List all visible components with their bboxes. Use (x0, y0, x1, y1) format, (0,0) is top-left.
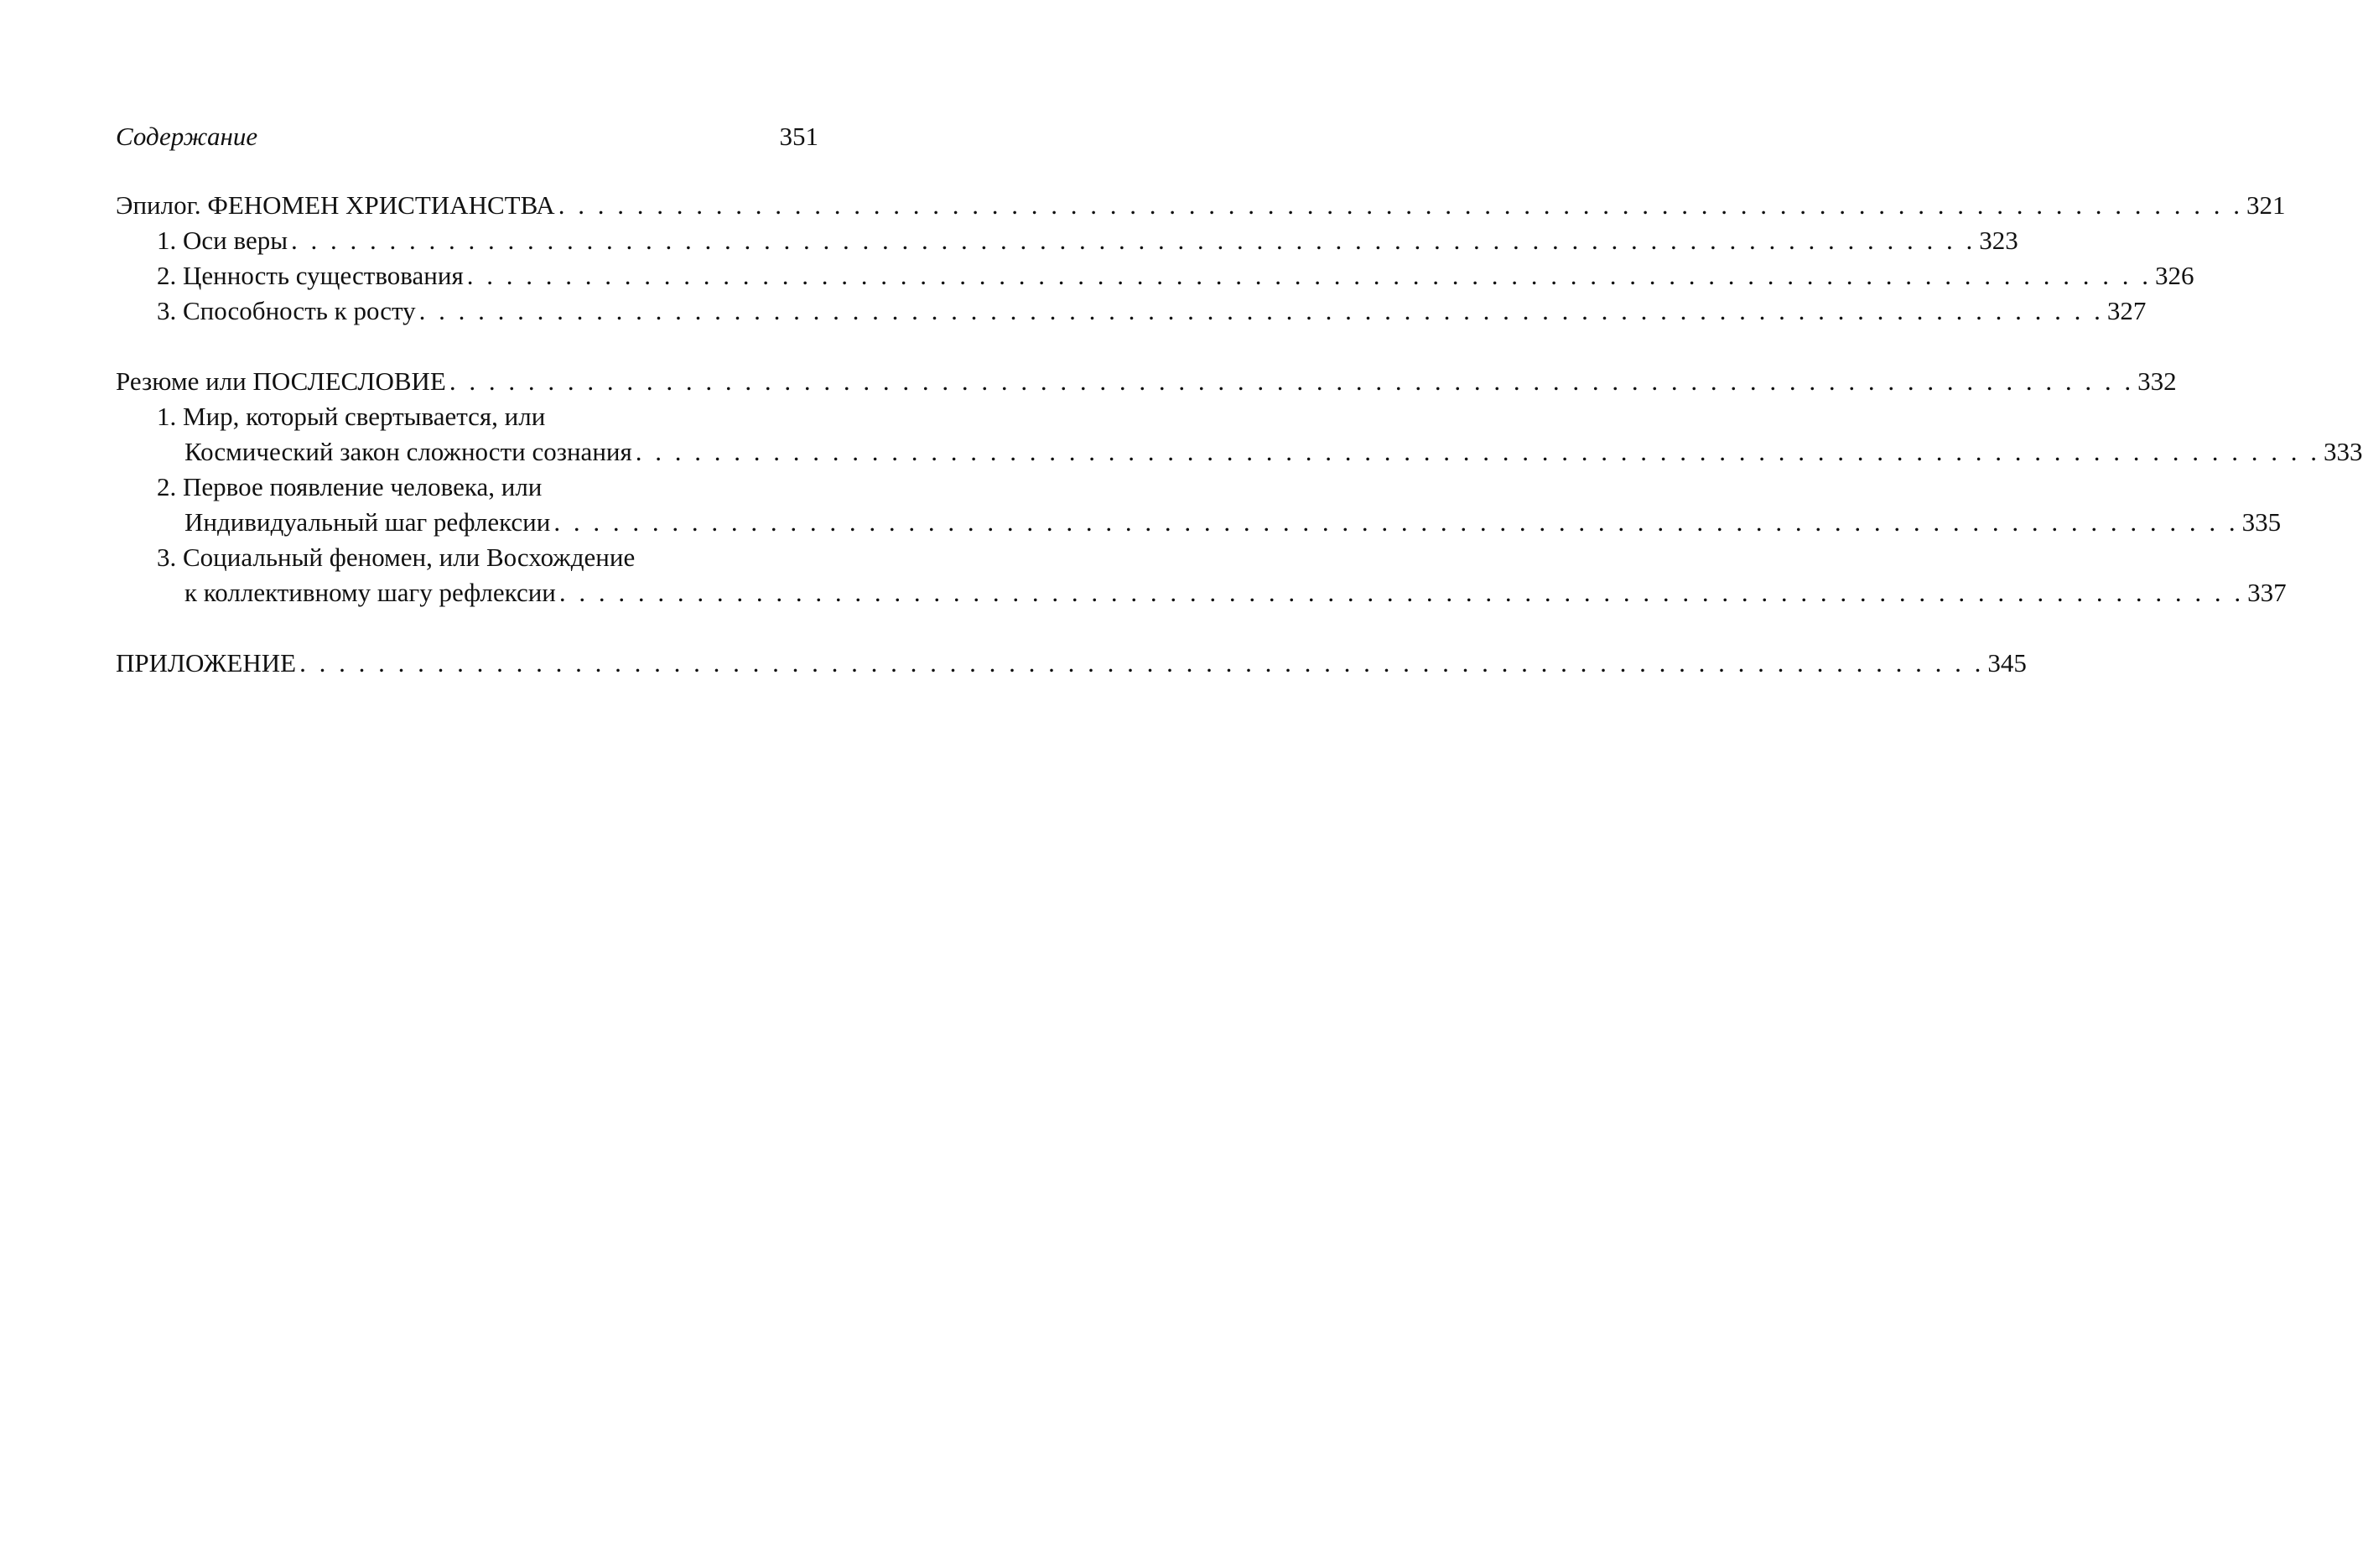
toc-page-number: 323 (1979, 226, 2018, 255)
toc-entry-title: 2. Ценность существования (157, 261, 464, 290)
toc-entry-summary-3-line1[interactable] (116, 540, 818, 575)
toc-entry-title: 1. Оси веры (157, 226, 288, 255)
toc-page-number: 332 (2137, 366, 2177, 396)
toc-dot-leader: . . . . . . . . . . . . . . . . . . . . . . . . . . . . . . . . . . . . . . . . . . . . . . . . . . . . . . . . . . . . . . . . . . . . . . . . . . . . . . . . . . . . . . (635, 437, 2321, 466)
toc-entry-title: 1. Мир, который свертывается, или (157, 402, 546, 431)
toc-page-number: 337 (2247, 578, 2287, 607)
toc-entry-title: Эпилог. ФЕНОМЕН ХРИСТИАНСТВА (116, 190, 555, 220)
toc-page-number: 326 (2154, 261, 2194, 290)
toc-page-number: 335 (2241, 507, 2282, 537)
toc-page-number: 345 (1987, 648, 2027, 678)
page-number: 351 (779, 122, 818, 151)
toc-entry-epilogue-3[interactable] (116, 293, 2147, 329)
toc-entry-title-continued: к коллективному шагу рефлексии (184, 578, 556, 607)
toc-entry-title: 3. Способность к росту (157, 296, 416, 325)
toc-entry-title: Резюме или ПОСЛЕСЛОВИЕ (116, 366, 446, 396)
toc-entry-summary-3-line2[interactable] (116, 575, 2287, 610)
toc-page-number: 321 (2246, 190, 2286, 220)
toc-dot-leader: . . . . . . . . . . . . . . . . . . . . . . . . . . . . . . . . . . . . . . . . . . . . . . . . . . . . . . . . . . . . . . . . . . . . . . . . . . . . . . . . . . . . . . (418, 296, 2104, 325)
toc-entry-summary-2-line1[interactable] (116, 470, 818, 505)
toc-entry-title: ПРИЛОЖЕНИЕ (116, 648, 297, 678)
toc-dot-leader: . . . . . . . . . . . . . . . . . . . . . . . . . . . . . . . . . . . . . . . . . . . . . . . . . . . . . . . . . . . . . . . . . . . . . . . . . . . . . . . . . . . . . . (449, 366, 2135, 396)
toc-dot-leader: . . . . . . . . . . . . . . . . . . . . . . . . . . . . . . . . . . . . . . . . . . . . . . . . . . . . . . . . . . . . . . . . . . . . . . . . . . . . . . . . . . . . . . (558, 190, 2243, 220)
toc-entry-epilogue-1[interactable] (116, 223, 2018, 258)
running-head-title: Содержание (116, 122, 258, 151)
toc-dot-leader: . . . . . . . . . . . . . . . . . . . . . . . . . . . . . . . . . . . . . . . . . . . . . . . . . . . . . . . . . . . . . . . . . . . . . . . . . . . . . . . . . . . . . . (291, 226, 1976, 255)
table-of-contents (116, 188, 2363, 681)
toc-entry-title-continued: Индивидуальный шаг рефлексии (184, 507, 551, 537)
toc-dot-leader: . . . . . . . . . . . . . . . . . . . . . . . . . . . . . . . . . . . . . . . . . . . . . . . . . . . . . . . . . . . . . . . . . . . . . . . . . . . . . . . . . . . . . . (299, 648, 1985, 678)
section-spacer (116, 329, 818, 364)
toc-entry-title: 2. Первое появление человека, или (157, 472, 543, 501)
toc-entry-summary-1-line1[interactable] (116, 399, 818, 434)
toc-entry-title: 3. Социальный феномен, или Восхождение (157, 543, 636, 572)
toc-dot-leader: . . . . . . . . . . . . . . . . . . . . . . . . . . . . . . . . . . . . . . . . . . . . . . . . . . . . . . . . . . . . . . . . . . . . . . . . . . . . . . . . . . . . . . (466, 261, 2152, 290)
toc-dot-leader: . . . . . . . . . . . . . . . . . . . . . . . . . . . . . . . . . . . . . . . . . . . . . . . . . . . . . . . . . . . . . . . . . . . . . . . . . . . . . . . . . . . . . . (553, 507, 2239, 537)
section-spacer (116, 610, 818, 646)
toc-entry-summary[interactable] (116, 364, 2177, 399)
toc-entry-appendix[interactable] (116, 646, 2027, 681)
toc-entry-title-continued: Космический закон сложности сознания (184, 437, 632, 466)
toc-entry-summary-2-line2[interactable] (116, 505, 2282, 540)
running-head (116, 117, 818, 156)
toc-entry-epilogue-2[interactable] (116, 258, 2194, 293)
toc-entry-epilogue[interactable] (116, 188, 2286, 223)
toc-page-number: 333 (2324, 437, 2363, 466)
toc-page-number: 327 (2106, 296, 2147, 325)
toc-dot-leader: . . . . . . . . . . . . . . . . . . . . . . . . . . . . . . . . . . . . . . . . . . . . . . . . . . . . . . . . . . . . . . . . . . . . . . . . . . . . . . . . . . . . . . (558, 578, 2245, 607)
toc-entry-summary-1-line2[interactable] (116, 434, 2363, 470)
